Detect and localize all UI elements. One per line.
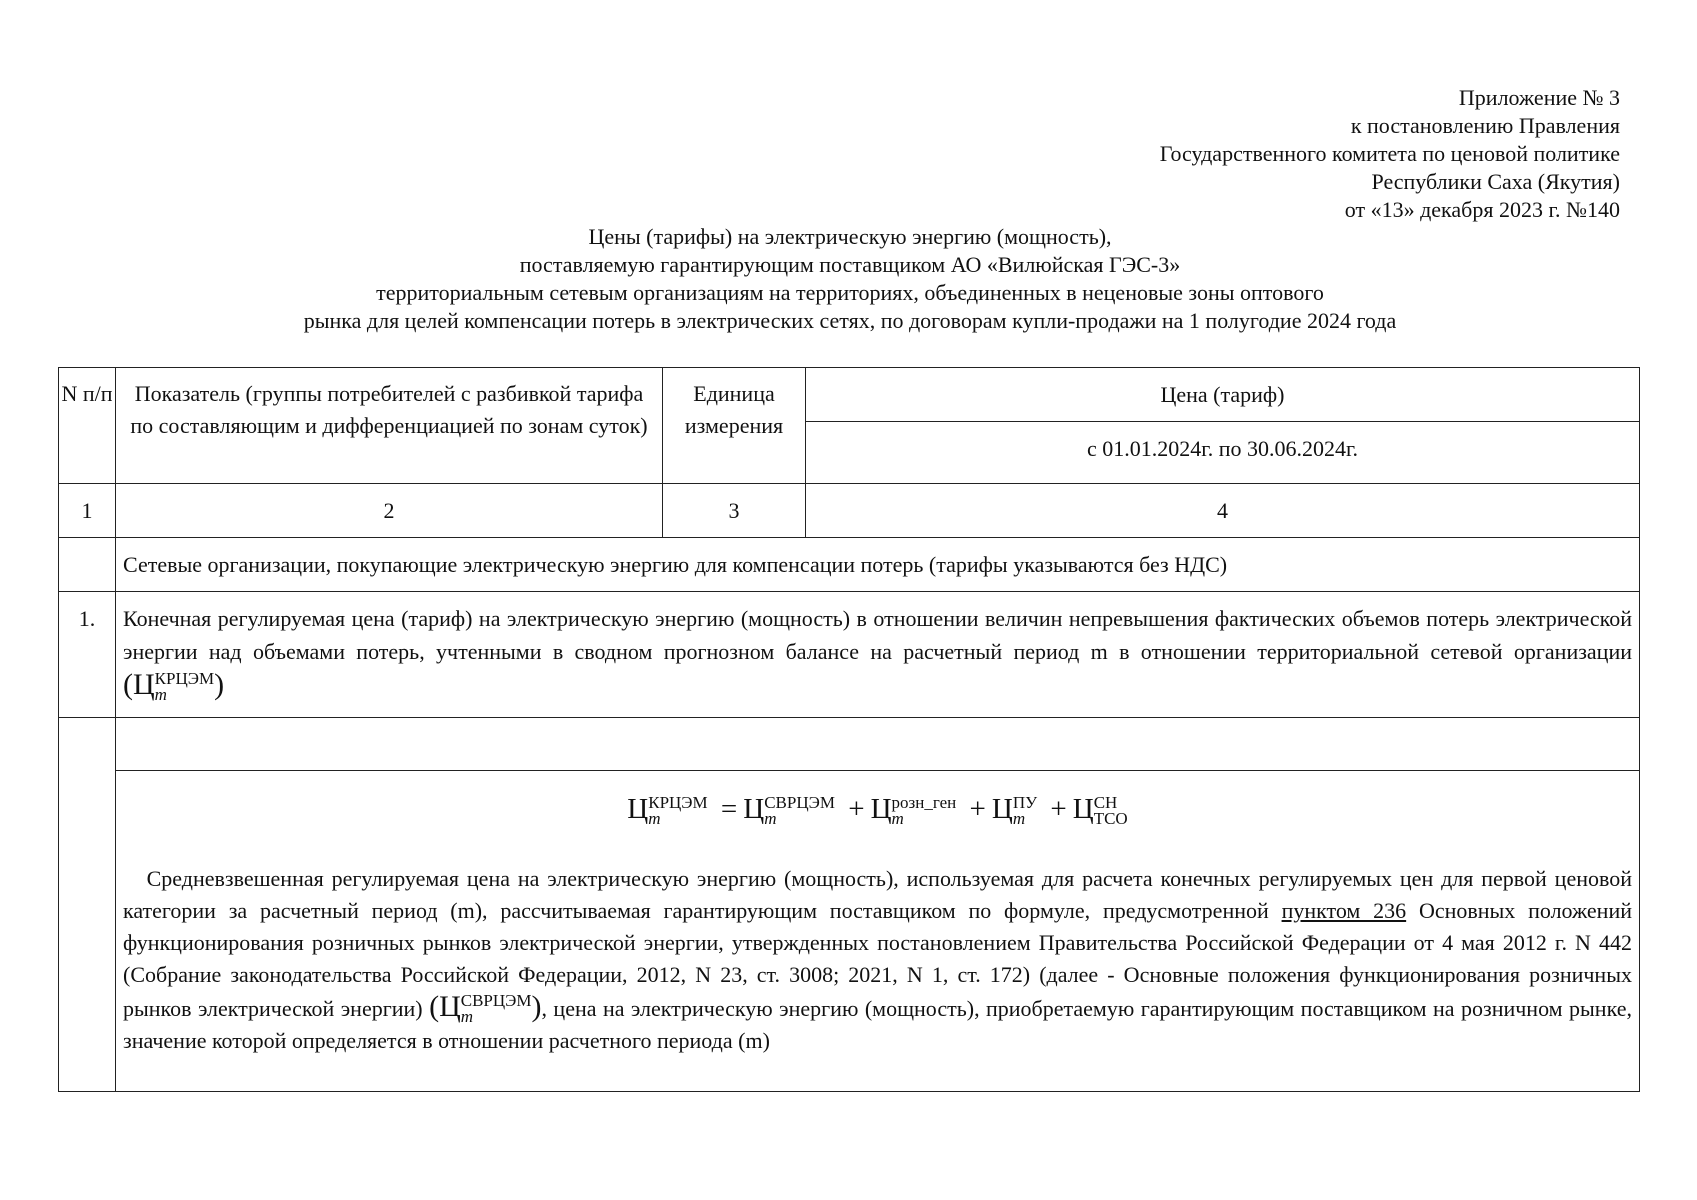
row-1-text: Конечная регулируемая цена (тариф) на электрическую энергию (мощность) в отношении величин непревышения фактических объемов потерь электрической энергии над объемами потерь, учтенными в сводном прогнозном балансе на расчетный период m в отношении территориальной сетевой организации xyxy=(123,606,1632,664)
formula-sub-tso: ТСО xyxy=(1093,809,1128,829)
formula-sup-krcem: КРЦЭМ xyxy=(648,793,708,813)
row-1-description xyxy=(116,592,1640,718)
svrcem-symbol-base: Ц xyxy=(439,990,461,1024)
header-indicator: Показатель (группы потребителей с разбивкой тарифа по составляющим и дифференциацией по зонам суток) xyxy=(116,368,663,484)
section-empty-cell xyxy=(59,538,116,592)
formula-term-rozn: Ц xyxy=(870,793,892,826)
column-number-1: 1 xyxy=(59,484,116,538)
symbol-base: Ц xyxy=(133,668,155,701)
formula-term-sn: Ц xyxy=(1072,793,1094,826)
section-title: Сетевые организации, покупающие электрическую энергию для компенсации потерь (тарифы указываются без НДС) xyxy=(116,538,1640,592)
empty-row-cell xyxy=(116,718,1640,771)
formula-sub-m-4: m xyxy=(1012,809,1026,829)
appendix-line-1: Приложение № 3 xyxy=(1458,85,1620,110)
formula-sup-svrcem: СВРЦЭМ xyxy=(764,793,835,813)
formula-cell xyxy=(116,771,1640,1092)
column-number-2: 2 xyxy=(116,484,663,538)
formula-term-svrcem: Ц xyxy=(743,793,765,826)
header-price: Цена (тариф) xyxy=(806,368,1640,422)
column-number-4: 4 xyxy=(806,484,1640,538)
title-line-4: рынка для целей компенсации потерь в электрических сетях, по договорам купли-продажи на 1 полугодие 2024 года xyxy=(303,308,1397,333)
formula-sup-pu: ПУ xyxy=(1012,793,1038,813)
title-line-1: Цены (тарифы) на электрическую энергию (мощность), xyxy=(588,224,1112,249)
formula-sub-m-1: m xyxy=(648,809,661,829)
formula-term-krcem: Ц xyxy=(627,793,649,826)
appendix-line-5: от «13» декабря 2023 г. №140 xyxy=(1344,197,1620,222)
formula-sup-sn: СН xyxy=(1093,793,1118,813)
document-title xyxy=(160,223,1540,335)
price-formula xyxy=(116,771,1639,847)
appendix-line-4: Республики Саха (Якутия) xyxy=(1371,169,1620,194)
krcem-symbol: (Ц КРЦЭМ m ) xyxy=(123,668,225,705)
header-unit: Единица измерения xyxy=(663,368,806,484)
title-line-2: поставляемую гарантирующим поставщиком АО «Вилюйская ГЭС-3» xyxy=(519,252,1181,277)
paragraph-part-3: , цена на электрическую энергию (мощность), приобретаемую гарантирующим поставщиком на розничном рынке, значение которой определяется в отношении расчетного периода (m) xyxy=(123,996,1632,1054)
appendix-header xyxy=(1160,84,1620,224)
svrcem-symbol: (Ц СВРЦЭМ m ) xyxy=(429,990,542,1027)
plus-sign-2: + xyxy=(969,793,986,826)
symbol-sub-m: m xyxy=(154,685,167,705)
reference-link[interactable]: пунктом 236 xyxy=(1281,898,1407,924)
title-line-3: территориальным сетевым организациям на территориях, объединенных в неценовые зоны оптового xyxy=(376,280,1324,305)
formula-sup-rozn: розн_ген xyxy=(891,793,957,813)
appendix-line-3: Государственного комитета по ценовой политике xyxy=(1159,141,1620,166)
symbol-sup-krcem: КРЦЭМ xyxy=(154,669,215,689)
equals-sign: = xyxy=(720,793,738,826)
svrcem-symbol-sup: СВРЦЭМ xyxy=(460,991,532,1011)
row-1-number: 1. xyxy=(59,592,116,718)
plus-sign-1: + xyxy=(848,793,865,826)
appendix-line-2: к постановлению Правления xyxy=(1350,113,1620,138)
header-period: с 01.01.2024г. по 30.06.2024г. xyxy=(806,422,1640,484)
header-number: N п/п xyxy=(59,368,116,484)
tariff-table xyxy=(58,367,1640,1092)
formula-sub-m-3: m xyxy=(891,809,904,829)
formula-sub-m-2: m xyxy=(764,809,777,829)
paragraph-part-1: Средневзвешенная регулируемая цена на электрическую энергию (мощность), используемая для расчета конечных регулируемых цен для первой ценовой категории за расчетный период (m), рассчитываемая гарантирующим поставщиком по формуле, предусмотренной xyxy=(123,866,1633,924)
column-number-3: 3 xyxy=(663,484,806,538)
formula-term-pu: Ц xyxy=(991,793,1013,826)
formula-left-cell xyxy=(59,718,116,1092)
explanation-paragraph xyxy=(116,847,1639,1057)
paragraph-part-2: Основных положений функционирования розничных рынков электрической энергии, утвержденных постановлением Правительства Российской Федерации от 4 мая 2012 г. N 442 (Собрание законодательства Российской Федерации, 2012, N 23, ст. 3008; 2021, N 1, ст. 172) (далее - Основные положения функционирования розничных рынков электрической энергии) xyxy=(123,898,1633,1022)
svrcem-symbol-sub: m xyxy=(460,1007,474,1027)
plus-sign-3: + xyxy=(1050,793,1067,826)
